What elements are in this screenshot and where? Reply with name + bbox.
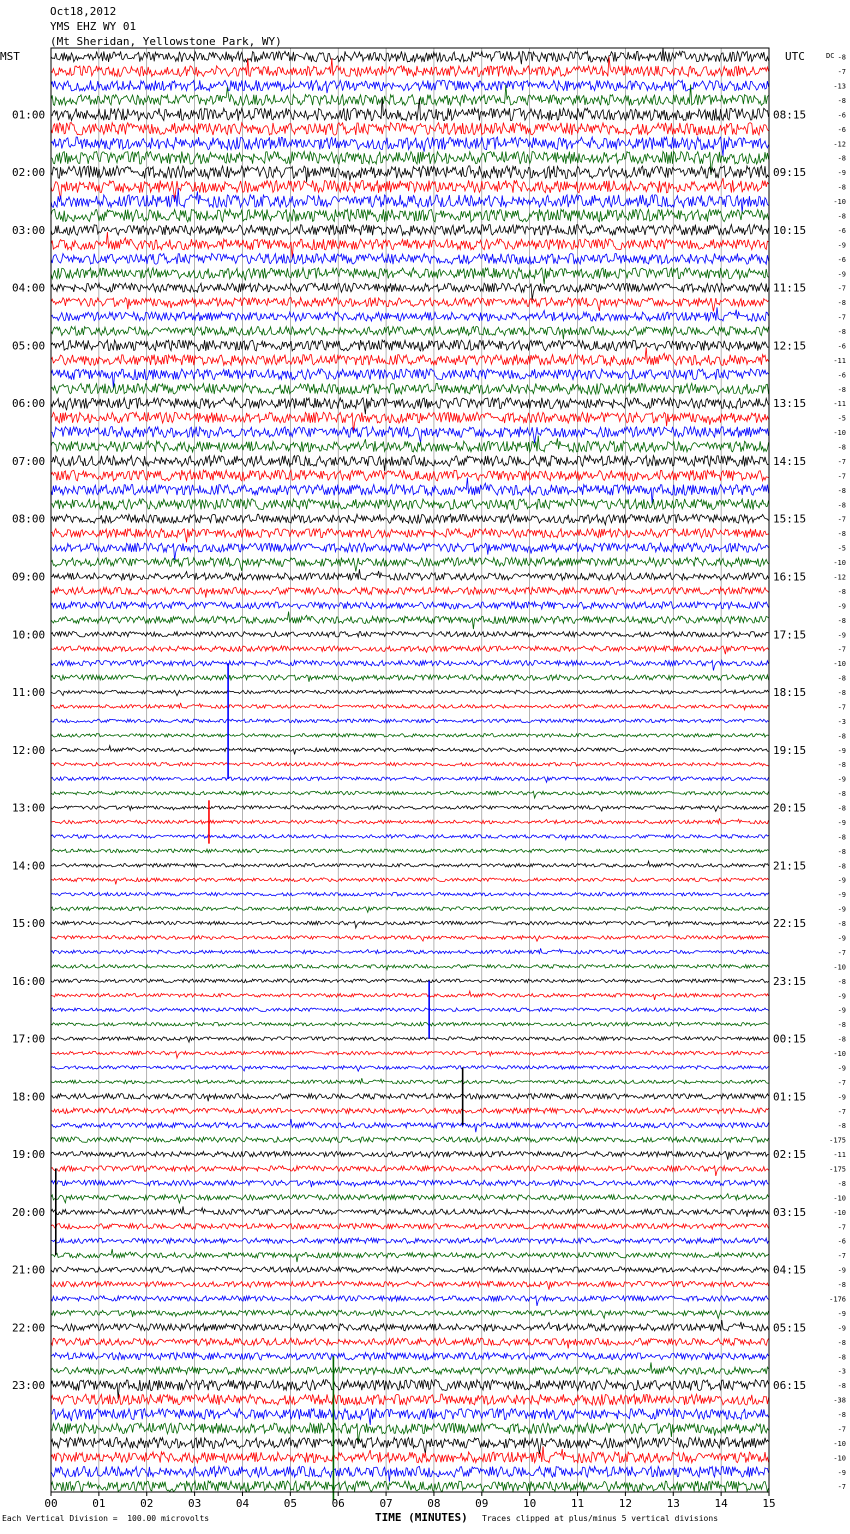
left-hour-label: 08:00 <box>12 512 46 526</box>
dc-offset-label: -8 <box>837 501 846 510</box>
dc-offset-label: -7 <box>837 472 846 481</box>
dc-offset-label: -7 <box>837 1425 846 1434</box>
trace-green <box>51 612 769 630</box>
dc-offset-label: -8 <box>837 674 846 683</box>
trace-blue <box>51 1353 769 1360</box>
left-hour-label: 05:00 <box>12 339 46 353</box>
trace-black <box>51 746 769 755</box>
trace-black <box>51 1206 769 1216</box>
dc-offset-label: -8 <box>837 847 846 856</box>
dc-offset-label: -9 <box>837 775 846 784</box>
right-hour-label: 22:15 <box>773 917 807 931</box>
trace-red <box>51 348 769 366</box>
dc-offset-label: -8 <box>837 862 846 871</box>
dc-offset-label: -8 <box>837 977 846 986</box>
x-tick-label: 14 <box>714 1497 728 1510</box>
dc-offset-label: -11 <box>833 400 846 409</box>
minute-gridlines <box>99 48 721 1492</box>
dc-offset-label: -8 <box>837 486 846 495</box>
trace-blue <box>51 1238 769 1243</box>
trace-black <box>51 1151 769 1159</box>
dc-offset-label: -9 <box>837 818 846 827</box>
dc-offset-label: -6 <box>837 111 846 120</box>
dc-offset-label: -10 <box>833 1050 846 1059</box>
dc-offset-label: -7 <box>837 1223 846 1232</box>
trace-blue <box>51 1180 769 1187</box>
dc-offset-label: -9 <box>837 1468 846 1477</box>
trace-black <box>51 283 769 300</box>
x-tick-label: 02 <box>140 1497 154 1510</box>
trace-green <box>51 1078 769 1084</box>
trace-blue <box>51 80 769 93</box>
dc-offset-label: -9 <box>837 746 846 755</box>
trace-green <box>51 436 769 452</box>
dc-offset-label: -9 <box>837 876 846 885</box>
left-hour-label: 21:00 <box>12 1263 46 1277</box>
dc-offset-label: -9 <box>837 891 846 900</box>
trace-blue <box>51 660 769 670</box>
dc-offset-label: -10 <box>833 559 846 568</box>
dc-offset-label: -5 <box>837 414 846 423</box>
dc-offset-label: -6 <box>837 255 846 264</box>
dc-offset-label: -10 <box>833 429 846 438</box>
dc-offset-label: -7 <box>837 457 846 466</box>
x-axis-ticks <box>44 1492 775 1510</box>
x-tick-label: 01 <box>92 1497 106 1510</box>
trace-red <box>51 1281 769 1289</box>
dc-offset-label: -10 <box>833 198 846 207</box>
trace-blue <box>51 307 769 321</box>
x-tick-label: 03 <box>187 1497 202 1510</box>
dc-offset-label: -3 <box>837 1367 846 1376</box>
dc-offset-label: -8 <box>837 96 846 105</box>
trace-green <box>51 1137 769 1142</box>
trace-blue <box>51 543 769 560</box>
trace-red <box>51 703 769 710</box>
left-hour-label: 10:00 <box>12 628 46 642</box>
trace-green <box>51 675 769 682</box>
dc-offset-label: -10 <box>833 963 846 972</box>
dc-offset-label: -8 <box>837 212 846 221</box>
dc-offset-label: -9 <box>837 1093 846 1102</box>
right-hour-label: 23:15 <box>773 974 807 988</box>
right-hour-label: 21:15 <box>773 859 807 873</box>
left-hour-label: 02:00 <box>12 166 46 180</box>
left-hour-label: 18:00 <box>12 1090 46 1104</box>
trace-black <box>51 48 769 64</box>
trace-green <box>51 907 769 913</box>
dc-offset-label: -6 <box>837 1237 846 1246</box>
dc-offset-label: -8 <box>837 587 846 596</box>
dc-offset-label: -9 <box>837 1309 846 1318</box>
dc-offset-label: -12 <box>833 140 846 149</box>
trace-red <box>51 587 769 597</box>
trace-red <box>51 1224 769 1229</box>
right-hour-label: 12:15 <box>773 339 807 353</box>
trace-black <box>51 632 769 637</box>
left-hour-label: 09:00 <box>12 570 46 584</box>
dc-offset-label: -8 <box>837 1338 846 1347</box>
dc-offset-label: -8 <box>837 328 846 337</box>
trace-black <box>51 456 769 471</box>
trace-blue <box>51 1008 769 1012</box>
trace-green <box>51 1481 769 1492</box>
dc-offset-label: -8 <box>837 1281 846 1290</box>
dc-offset-label: -8 <box>837 443 846 452</box>
left-hour-label: 13:00 <box>12 801 46 815</box>
trace-black <box>51 806 769 812</box>
left-hour-label: 11:00 <box>12 686 46 700</box>
x-tick-label: 09 <box>475 1497 489 1510</box>
dc-label: DC <box>826 52 835 60</box>
frame-rect <box>51 48 769 1492</box>
trace-green <box>51 1194 769 1203</box>
dc-offset-label: -8 <box>837 689 846 698</box>
left-hour-label: 12:00 <box>12 743 46 757</box>
right-hour-label: 17:15 <box>773 628 807 642</box>
left-hour-label: 06:00 <box>12 397 46 411</box>
right-hour-label: 20:15 <box>773 801 807 815</box>
trace-green <box>51 152 769 176</box>
dc-offset-label: -7 <box>837 1252 846 1261</box>
dc-offset-label: -7 <box>837 1107 846 1116</box>
left-hour-label: 17:00 <box>12 1032 46 1046</box>
trace-green <box>51 1022 769 1026</box>
trace-green <box>51 268 769 284</box>
trace-blue <box>51 253 769 264</box>
dc-offset-label: -10 <box>833 1194 846 1203</box>
trace-red <box>51 529 769 543</box>
trace-red <box>51 470 769 481</box>
left-hour-label: 16:00 <box>12 974 46 988</box>
station-text: YMS EHZ WY 01 <box>50 20 137 33</box>
location-text: (Mt Sheridan, Yellowstone Park, WY) <box>50 35 282 48</box>
right-hour-label: 13:15 <box>773 397 807 411</box>
dc-offset-label: -6 <box>837 226 846 235</box>
right-zone-label: UTC <box>785 50 805 63</box>
dc-offset-label: -10 <box>833 1454 846 1463</box>
dc-offset-label: -9 <box>837 169 846 178</box>
dc-offset-label: -9 <box>837 934 846 943</box>
plot-frame <box>51 48 769 1492</box>
trace-green <box>51 1362 769 1374</box>
x-tick-label: 06 <box>331 1497 345 1510</box>
dc-offset-label: -7 <box>837 1483 846 1492</box>
dc-offset-label: -10 <box>833 1208 846 1217</box>
dc-offset-label: -3 <box>837 717 846 726</box>
trace-blue <box>51 1409 769 1425</box>
trace-blue <box>51 137 769 156</box>
seismic-traces <box>51 48 769 1501</box>
right-hour-label: 18:15 <box>773 686 807 700</box>
right-hour-label: 00:15 <box>773 1032 807 1046</box>
trace-red <box>51 1051 769 1058</box>
trace-black <box>51 1094 769 1102</box>
dc-offset-label: -8 <box>837 1353 846 1362</box>
right-hour-label: 09:15 <box>773 166 807 180</box>
dc-offset-label: -9 <box>837 270 846 279</box>
dc-offset-label: -8 <box>837 732 846 741</box>
dc-offset-label: -8 <box>837 1382 846 1391</box>
trace-green <box>51 499 769 510</box>
dc-offset-label: -9 <box>837 1266 846 1275</box>
scale-note: Each Vertical Division = 100.00 microvolts <box>2 1514 210 1523</box>
dc-offset-label: -8 <box>837 530 846 539</box>
dc-offset-label: -11 <box>833 1151 846 1160</box>
trace-black <box>51 1320 769 1331</box>
trace-red <box>51 1394 769 1405</box>
dc-offset-label: -8 <box>837 1021 846 1030</box>
trace-black <box>51 979 769 983</box>
x-axis-label: TIME (MINUTES) <box>375 1511 468 1524</box>
clip-note: Traces clipped at plus/minus 5 vertical divisions <box>482 1514 719 1523</box>
left-hour-label: 19:00 <box>12 1148 46 1162</box>
left-hour-label: 04:00 <box>12 281 46 295</box>
dc-offset-label: -6 <box>837 342 846 351</box>
dc-offset-label: -7 <box>837 68 846 77</box>
trace-red <box>51 1166 769 1176</box>
dc-offset-label: -9 <box>837 1006 846 1015</box>
trace-blue <box>51 835 769 840</box>
trace-black <box>51 514 769 524</box>
trace-green <box>51 383 769 394</box>
trace-green <box>51 1423 769 1443</box>
right-hour-label: 11:15 <box>773 281 807 295</box>
trace-black <box>51 861 769 867</box>
dc-offset-label: -175 <box>829 1136 846 1145</box>
right-hour-label: 08:15 <box>773 108 807 122</box>
trace-green <box>51 1249 769 1262</box>
dc-offset-label: -175 <box>829 1165 846 1174</box>
right-hour-label: 06:15 <box>773 1379 807 1393</box>
trace-green <box>51 209 769 222</box>
dc-offset-label: -7 <box>837 313 846 322</box>
left-zone-label: MST <box>0 50 20 63</box>
dc-offset-label: -6 <box>837 125 846 134</box>
trace-blue <box>51 719 769 723</box>
dc-offset-label: -9 <box>837 905 846 914</box>
trace-blue <box>51 892 769 896</box>
dc-offset-label: -8 <box>837 1122 846 1131</box>
trace-red <box>51 1338 769 1348</box>
trace-black <box>51 340 769 351</box>
right-hour-label: 04:15 <box>773 1263 807 1277</box>
right-hour-label: 02:15 <box>773 1148 807 1162</box>
dc-offset-label: -8 <box>837 833 846 842</box>
trace-blue <box>51 478 769 504</box>
dc-offset-labels <box>829 54 846 1492</box>
trace-green <box>51 965 769 970</box>
x-tick-label: 04 <box>235 1497 250 1510</box>
trace-red <box>51 762 769 766</box>
dc-offset-label: -8 <box>837 761 846 770</box>
x-tick-label: 05 <box>283 1497 297 1510</box>
x-tick-label: 11 <box>570 1497 585 1510</box>
x-tick-label: 08 <box>427 1497 441 1510</box>
right-hour-labels <box>773 108 806 1392</box>
trace-black <box>51 921 769 928</box>
trace-blue <box>51 1296 769 1306</box>
dc-offset-label: -8 <box>837 1035 846 1044</box>
dc-offset-label: -7 <box>837 515 846 524</box>
dc-offset-label: -9 <box>837 602 846 611</box>
dc-offset-label: -8 <box>837 920 846 929</box>
trace-black <box>51 1037 769 1042</box>
dc-offset-label: -10 <box>833 1439 846 1448</box>
dc-offset-label: -11 <box>833 356 846 365</box>
trace-blue <box>51 1066 769 1072</box>
trace-green <box>51 791 769 798</box>
trace-red <box>51 57 769 77</box>
dc-offset-label: -8 <box>837 154 846 163</box>
dc-offset-label: -8 <box>837 1411 846 1420</box>
dc-offset-label: -8 <box>837 183 846 192</box>
dc-offset-label: -6 <box>837 371 846 380</box>
trace-blue <box>51 1119 769 1132</box>
trace-red <box>51 818 769 824</box>
trace-green <box>51 1310 769 1318</box>
x-tick-label: 12 <box>618 1497 633 1510</box>
trace-blue <box>51 1466 769 1481</box>
x-tick-label: 15 <box>762 1497 776 1510</box>
dc-offset-label: -9 <box>837 1324 846 1333</box>
dc-offset-label: -8 <box>837 804 846 813</box>
x-tick-label: 10 <box>523 1497 537 1510</box>
trace-blue <box>51 427 769 444</box>
left-hour-label: 23:00 <box>12 1379 46 1393</box>
dc-offset-label: -10 <box>833 660 846 669</box>
left-hour-labels <box>12 108 45 1392</box>
dc-offset-label: -8 <box>837 53 846 62</box>
dc-offset-label: -8 <box>837 1179 846 1188</box>
right-hour-label: 14:15 <box>773 454 807 468</box>
trace-green <box>51 558 769 572</box>
right-hour-label: 15:15 <box>773 512 807 526</box>
dc-offset-label: -176 <box>829 1295 846 1304</box>
trace-red <box>51 936 769 942</box>
trace-blue <box>51 777 769 782</box>
trace-blue <box>51 948 769 953</box>
right-hour-label: 05:15 <box>773 1321 807 1335</box>
right-hour-label: 01:15 <box>773 1090 807 1104</box>
dc-offset-label: -8 <box>837 616 846 625</box>
x-tick-label: 07 <box>379 1497 393 1510</box>
dc-offset-label: -7 <box>837 1078 846 1087</box>
dc-offset-label: -9 <box>837 992 846 1001</box>
date-text: Oct18,2012 <box>50 5 117 18</box>
trace-red <box>51 123 769 136</box>
left-hour-label: 01:00 <box>12 108 46 122</box>
dc-offset-label: -9 <box>837 241 846 250</box>
trace-red <box>51 878 769 885</box>
trace-red <box>51 298 769 312</box>
trace-red <box>51 1108 769 1113</box>
dc-offset-label: -7 <box>837 645 846 654</box>
dc-offset-label: -12 <box>833 573 846 582</box>
left-hour-label: 15:00 <box>12 917 46 931</box>
dc-offset-label: -38 <box>833 1396 846 1405</box>
x-tick-label: 13 <box>666 1497 680 1510</box>
trace-black <box>51 166 769 182</box>
dc-offset-label: -7 <box>837 703 846 712</box>
right-hour-label: 10:15 <box>773 223 807 237</box>
dc-offset-label: -7 <box>837 284 846 293</box>
left-hour-label: 07:00 <box>12 454 46 468</box>
right-hour-label: 19:15 <box>773 743 807 757</box>
right-hour-label: 03:15 <box>773 1205 807 1219</box>
dc-offset-label: -13 <box>833 82 846 91</box>
dc-offset-label: -8 <box>837 385 846 394</box>
dc-offset-label: -7 <box>837 948 846 957</box>
dc-offset-label: -5 <box>837 544 846 553</box>
trace-black <box>51 690 769 696</box>
trace-black <box>51 1438 769 1455</box>
dc-offset-label: -9 <box>837 631 846 640</box>
right-hour-label: 16:15 <box>773 570 807 584</box>
trace-red <box>51 1446 769 1462</box>
trace-red <box>51 646 769 654</box>
trace-black <box>51 569 769 580</box>
trace-blue <box>51 602 769 609</box>
trace-black <box>51 1267 769 1272</box>
trace-green <box>51 327 769 340</box>
trace-black <box>51 398 769 414</box>
dc-offset-label: -8 <box>837 790 846 799</box>
trace-red <box>51 178 769 200</box>
trace-green <box>51 734 769 738</box>
left-hour-label: 22:00 <box>12 1321 46 1335</box>
trace-black <box>51 225 769 236</box>
left-hour-label: 14:00 <box>12 859 46 873</box>
left-hour-label: 03:00 <box>12 223 46 237</box>
dc-offset-label: -8 <box>837 299 846 308</box>
left-hour-label: 20:00 <box>12 1205 46 1219</box>
trace-green <box>51 849 769 853</box>
trace-red <box>51 991 769 1000</box>
dc-offset-label: -9 <box>837 1064 846 1073</box>
x-tick-label: 00 <box>44 1497 58 1510</box>
